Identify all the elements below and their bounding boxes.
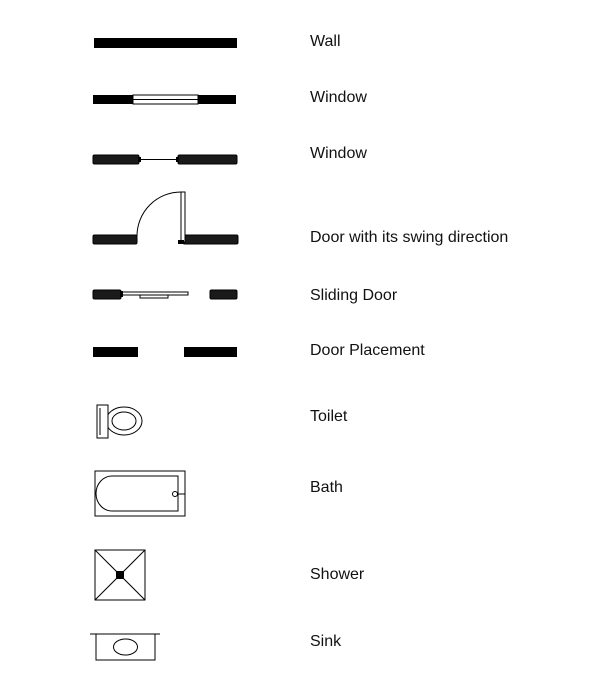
door-placement-icon [93,347,237,357]
door-swing-icon [93,192,238,244]
sliding-door-icon [93,290,237,299]
legend-label-toilet: Toilet [310,408,348,425]
legend-label-shower: Shower [310,566,365,583]
legend-label-wall: Wall [310,33,341,50]
sink-icon [90,634,160,660]
shower-icon [95,550,145,600]
wall-icon [94,38,237,48]
legend-label-door-placement: Door Placement [310,342,425,359]
legend-label-bath: Bath [310,479,343,496]
legend-label-door: Door with its swing direction [310,229,509,246]
legend-label-sliding-door: Sliding Door [310,287,398,304]
legend-label-sink: Sink [310,633,342,650]
legend-label-window-alt: Window [310,145,367,162]
window-icon [93,95,236,104]
bath-icon [95,471,185,516]
legend-label-window: Window [310,89,367,106]
toilet-icon [97,405,142,438]
window-pane-icon [93,155,237,164]
